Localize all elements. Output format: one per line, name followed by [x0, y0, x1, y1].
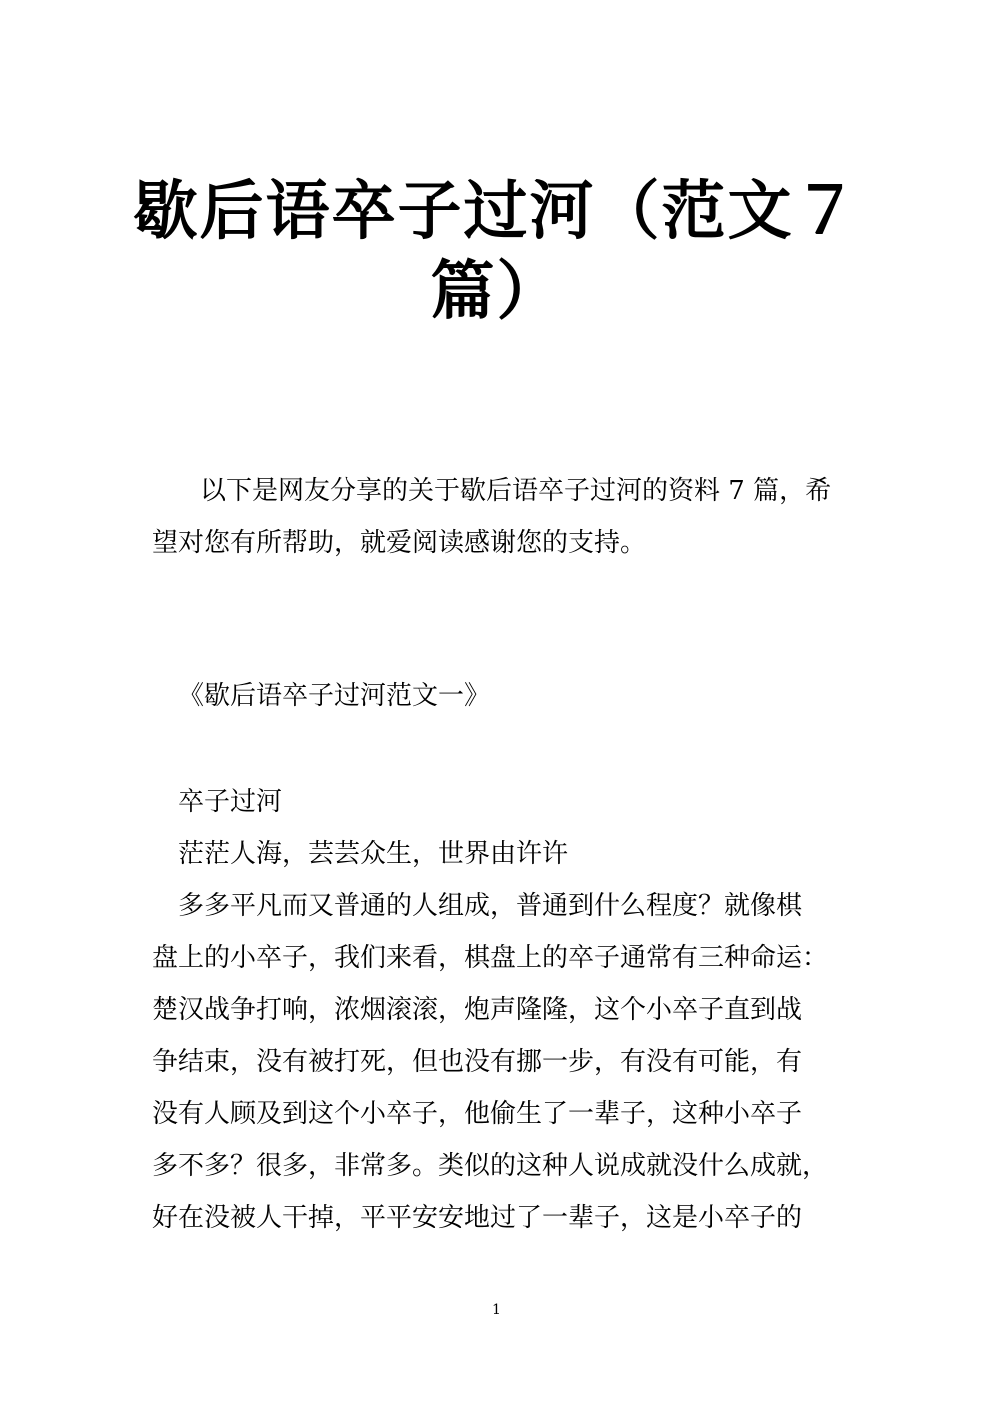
body-line: 好在没被人干掉，平平安安地过了一辈子，这是小卒子的	[152, 1203, 803, 1233]
intro-line-1: 以下是网友分享的关于歇后语卒子过河的资料 7 篇，希	[200, 476, 832, 506]
body-line: 多多平凡而又普通的人组成，普通到什么程度？就像棋	[178, 891, 803, 921]
body-line: 盘上的小卒子，我们来看，棋盘上的卒子通常有三种命运：	[152, 943, 829, 973]
section-heading: 《歇后语卒子过河范文一》	[178, 681, 491, 711]
title-line-2: 篇）	[430, 254, 563, 329]
body-line: 多不多？很多，非常多。类似的这种人说成就没什么成就，	[152, 1151, 829, 1181]
intro-line-2: 望对您有所帮助，就爱阅读感谢您的支持。	[152, 528, 647, 558]
body-line: 楚汉战争打响，浓烟滚滚，炮声隆隆，这个小卒子直到战	[152, 995, 803, 1025]
title-line-1: 歇后语卒子过河（范文７	[133, 174, 860, 249]
body-line: 没有人顾及到这个小卒子，他偷生了一辈子，这种小卒子	[152, 1099, 803, 1129]
page-number: 1	[492, 1302, 501, 1318]
body-line: 茫茫人海，芸芸众生，世界由许许	[178, 839, 569, 869]
body-line: 卒子过河	[178, 787, 283, 817]
body-line: 争结束，没有被打死，但也没有挪一步，有没有可能，有	[152, 1047, 803, 1077]
